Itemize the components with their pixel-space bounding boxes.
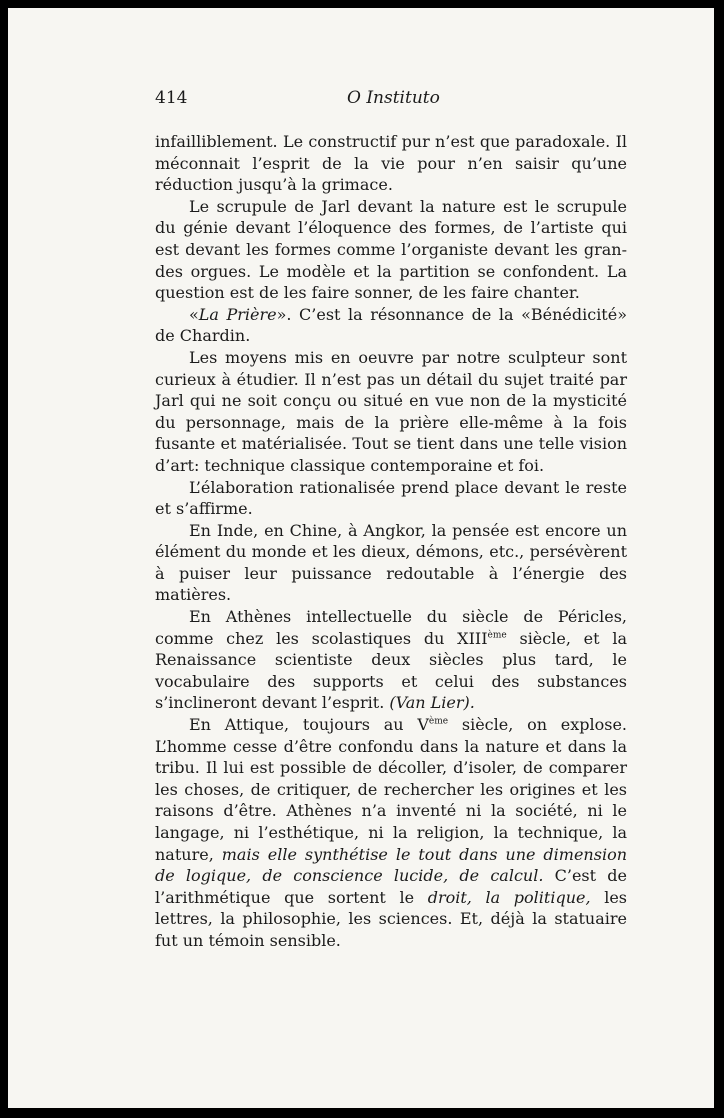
paragraph-7-start: En Athènes intellectuelle du siècle de Péricles, comme chez les scolastiques du XIII bbox=[155, 607, 627, 648]
body-text bbox=[155, 131, 627, 952]
page-header bbox=[155, 88, 627, 112]
paragraph-8 bbox=[155, 714, 627, 952]
paragraph-6: En Inde, en Chine, à Angkor, la pensée est encore un élément du monde et les dieux, démons, etc., persévèrent à puiser leur puissance redoutable à l’énergie des matières. bbox=[155, 520, 627, 605]
artwork-title: La Prière bbox=[198, 304, 277, 324]
paragraph-4: Les moyens mis en oeuvre par notre sculpteur sont curieux à étudier. Il n’est pas un détail du sujet traité par Jarl qui ne soit conçu ou situé en vue non de la mysticité du personnage, mais de la prière elle-même à la fois fusante et matérialisée. Tout se tient dans une telle vision d’art: technique classique contemporaine et foi. bbox=[155, 347, 627, 475]
citation: (Van Lier). bbox=[389, 693, 475, 713]
paragraph-2: Le scrupule de Jarl devant la nature est le scrupule du génie devant l’éloquence des formes, de l’artiste qui est devant les formes comme l’organiste devant les grandes orgues. Le modèle et la partition se confondent. La question est de les faire sonner, de les faire chanter. bbox=[155, 196, 627, 303]
paragraph-7-middle: siècle, et la Renaissance scientiste deux siècles plus tard, le vocabulaire des supports et celui des substances s’inclineront devant l’esprit. bbox=[155, 628, 627, 713]
paragraph-8-part-1: siècle, on explose. L’homme cesse d’être confondu dans la nature et dans la tribu. Il lui est possible de décoller, d’isoler, de comparer les choses, de critiquer, de rechercher les origines et les raisons d’être. Athènes n’a inventé ni la société, ni le langage, ni l’esthétique, ni la religion, la technique, la nature, bbox=[155, 715, 628, 864]
open-quote: « bbox=[189, 304, 199, 324]
century-superscript: ème bbox=[428, 716, 449, 727]
century-superscript: ème bbox=[487, 630, 507, 641]
document-page bbox=[8, 8, 714, 1108]
italic-phrase: droit, la politique, bbox=[427, 887, 591, 907]
paragraph-5: L’élaboration rationalisée prend place devant le reste et s’affirme. bbox=[155, 477, 627, 519]
italic-phrase: mais elle synthétise le tout dans une dimension de logique, de conscience lucide, de calcul. bbox=[155, 844, 627, 886]
paragraph-3 bbox=[155, 304, 627, 347]
paragraph-7 bbox=[155, 606, 627, 714]
page-number: 414 bbox=[155, 88, 188, 108]
running-title: O Instituto bbox=[347, 88, 440, 108]
paragraph-8-part-3: les lettres, la philosophie, les sciences. Et, déjà la statuaire fut un témoin sensible. bbox=[155, 887, 627, 950]
paragraph-8-part-2: C’est de l’arithmétique que sortent le bbox=[155, 866, 627, 907]
paragraph-8-start: En Attique, toujours au V bbox=[189, 715, 429, 735]
paragraph-3-rest: ». C’est la résonnance de la «Bénédicité» de Chardin. bbox=[155, 304, 627, 346]
paragraph-1: infailliblement. Le constructif pur n’est que paradoxale. Il méconnait l’esprit de la vie pour n’en saisir qu’une réduction jusqu’à la grimace. bbox=[155, 132, 627, 195]
